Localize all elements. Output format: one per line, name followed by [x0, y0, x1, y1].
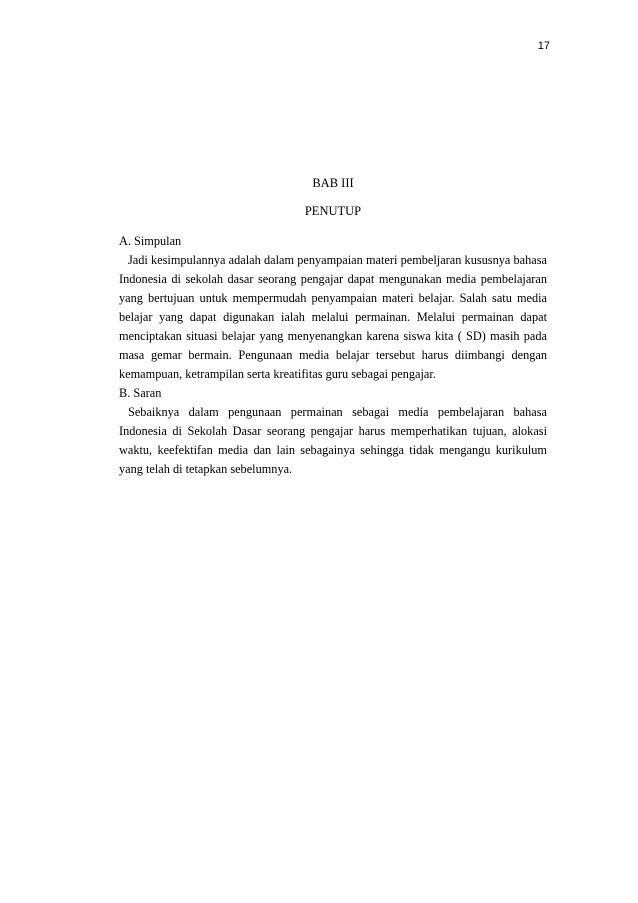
chapter-body	[119, 232, 547, 479]
section-paragraph-simpulan: Jadi kesimpulannya adalah dalam penyampaian materi pembeljaran kususnya bahasa Indonesia di sekolah dasar seorang pengajar dapat mengunakan media pembelajaran yang bertujuan untuk mempermudah penyampaian materi belajar. Salah satu media belajar yang dapat digunakan ialah melalui permainan. Melalui permainan dapat menciptakan situasi belajar yang menyenangkan karena siswa kita ( SD) masih pada masa gemar bermain. Pengunaan media belajar tersebut harus diimbangi dengan kemampuan, ketrampilan serta kreatifitas guru sebagai pengajar.	[119, 253, 547, 381]
section-heading-saran: B. Saran	[119, 386, 162, 400]
chapter-label: BAB III	[312, 176, 354, 190]
chapter-title: PENUTUP	[304, 204, 362, 218]
section-heading-simpulan: A. Simpulan	[119, 234, 182, 248]
section-paragraph-saran: Sebaiknya dalam pengunaan permainan sebagai media pembelajaran bahasa Indonesia di Sekolah Dasar seorang pengajar harus memperhatikan tujuan, alokasi waktu, keefektifan media dan lain sebagainya sehingga tidak mengangu kurikulum yang telah di tetapkan sebelumnya.	[119, 405, 547, 476]
page-number: 17	[537, 40, 550, 52]
